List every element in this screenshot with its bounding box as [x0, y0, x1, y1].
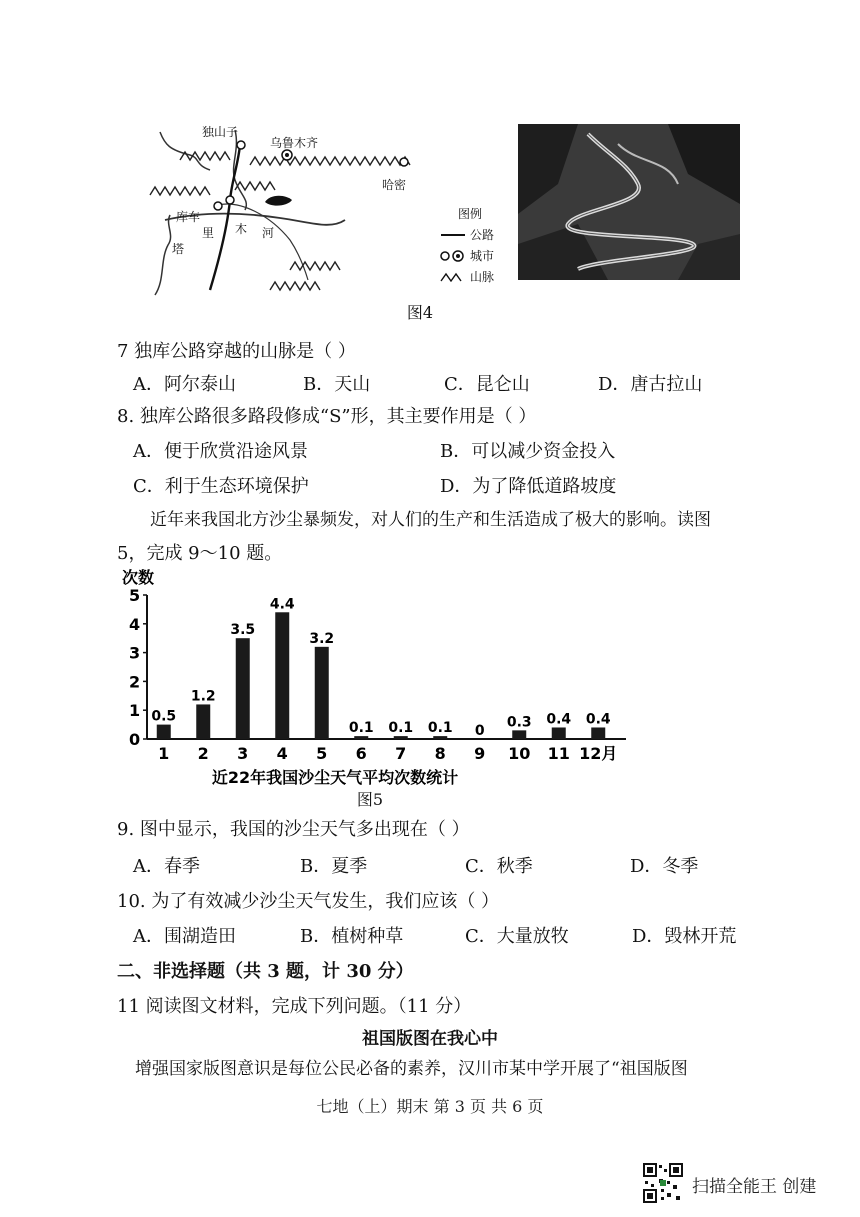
- bar-month-1: [157, 725, 171, 739]
- value-label-month-4: 4.4: [269, 596, 295, 613]
- capital-marker-dot: [285, 153, 289, 157]
- dust-weather-bar-chart: [110, 565, 650, 795]
- x-tick-label: 8: [434, 744, 446, 763]
- question-10-stem: 10. 为了有效减少沙尘天气发生，我们应该（ ）: [117, 891, 500, 912]
- question-8-option-d: D．为了降低道路坡度: [440, 476, 617, 497]
- y-tick-label: 0: [129, 730, 141, 749]
- x-tick-label: 9: [474, 744, 486, 763]
- question-8-option-b: B．可以减少资金投入: [440, 441, 616, 462]
- question-9-option-c: C．秋季: [465, 856, 533, 877]
- bar-month-5: [315, 647, 329, 739]
- value-label-month-7: 0.1: [388, 720, 414, 737]
- bar-month-11: [552, 727, 566, 739]
- page-footer: 七地（上）期末 第 3 页 共 6 页: [316, 1097, 544, 1116]
- duku-highway: [210, 145, 240, 290]
- legend-mountain-label: 山脉: [470, 270, 495, 284]
- city-marker: [237, 141, 245, 149]
- value-label-month-6: 0.1: [348, 720, 374, 737]
- question-10-option-d: D．毁林开荒: [632, 926, 737, 947]
- legend-road: [440, 226, 520, 243]
- bar-month-12: [591, 727, 605, 739]
- x-tick-label: 6: [355, 744, 367, 763]
- intro-line-2: 5，完成 9～10 题。: [117, 543, 283, 564]
- value-label-month-12: 0.4: [585, 711, 611, 728]
- question-8-option-c: C．利于生态环境保护: [133, 476, 309, 497]
- material-title: 祖国版图在我心中: [362, 1029, 498, 1049]
- map-label-urumqi: 乌鲁木齐: [270, 136, 319, 150]
- road-photo: [518, 124, 740, 280]
- map-label-kuche: 库车: [176, 210, 201, 224]
- city-marker: [214, 202, 222, 210]
- x-tick-label: 7: [395, 744, 407, 763]
- y-axis-label: 次数: [122, 568, 155, 587]
- bar-month-8: [433, 736, 447, 739]
- legend-city-label: 城市: [470, 249, 495, 263]
- city-marker: [226, 196, 234, 204]
- highway-line: [218, 204, 308, 280]
- city-marker: [400, 158, 408, 166]
- question-9-option-b: B．夏季: [300, 856, 368, 877]
- value-label-month-5: 3.2: [309, 630, 335, 647]
- figure4-map: [140, 120, 460, 300]
- y-tick-label: 3: [129, 643, 141, 663]
- value-label-month-1: 0.5: [151, 708, 177, 725]
- legend-title-text: 图例: [458, 207, 483, 221]
- y-tick-label: 2: [129, 672, 141, 692]
- x-tick-label: 12月: [579, 744, 618, 763]
- x-tick-label: 5: [316, 744, 328, 763]
- question-10-option-b: B．植树种草: [300, 926, 404, 947]
- intro-line-1: 近年来我国北方沙尘暴频发，对人们的生产和生活造成了极大的影响。读图: [150, 510, 711, 530]
- figure4-caption: 图4: [406, 303, 434, 322]
- legend-mountain: [440, 268, 520, 285]
- question-9-stem: 9. 图中显示，我国的沙尘天气多出现在（ ）: [117, 819, 470, 840]
- mountain-icon: [440, 272, 466, 282]
- question-9-option-d: D．冬季: [630, 856, 699, 877]
- question-8-stem: 8. 独库公路很多路段修成“S”形，其主要作用是（ ）: [117, 406, 537, 427]
- bar-month-2: [196, 704, 210, 739]
- question-7-option-a: A．阿尔泰山: [133, 374, 236, 395]
- map-label-he: 河: [262, 226, 275, 240]
- question-10-option-a: A．围湖造田: [133, 926, 236, 947]
- figure5-caption: 图5: [356, 790, 384, 809]
- river-line: [155, 215, 171, 295]
- figure5-chart: [110, 565, 650, 795]
- legend-city: [440, 247, 520, 264]
- x-tick-label: 2: [197, 744, 209, 763]
- map-label-mu: 木: [235, 222, 248, 236]
- road-line-icon: [440, 230, 466, 240]
- y-tick-label: 5: [129, 586, 141, 605]
- map-label-hami: 哈密: [382, 178, 407, 192]
- question-7-option-b: B．天山: [303, 374, 371, 395]
- material-line: 增强国家版图意识是每位公民必备的素养，汉川市某中学开展了“祖国版图: [135, 1059, 688, 1079]
- question-7-option-d: D．唐古拉山: [598, 374, 703, 395]
- question-7-option-c: C．昆仑山: [444, 374, 530, 395]
- value-label-month-9: 0: [474, 723, 485, 739]
- y-tick-label: 1: [129, 701, 141, 721]
- value-label-month-2: 1.2: [190, 688, 216, 705]
- question-7-stem: 7 独库公路穿越的山脉是（ ）: [117, 341, 356, 362]
- legend-road-label: 公路: [470, 228, 495, 242]
- question-10-option-c: C．大量放牧: [465, 926, 569, 947]
- road-photo-image: [518, 124, 740, 280]
- bar-month-7: [394, 736, 408, 739]
- value-label-month-8: 0.1: [427, 720, 453, 737]
- bar-month-4: [275, 612, 289, 739]
- chart-title: 近22年我国沙尘天气平均次数统计: [211, 768, 459, 787]
- x-tick-label: 10: [508, 744, 531, 763]
- y-tick-label: 4: [129, 614, 141, 634]
- map-label-ta: 塔: [172, 242, 185, 256]
- question-9-option-a: A．春季: [133, 856, 200, 877]
- x-tick-label: 4: [276, 744, 288, 763]
- bar-month-3: [236, 638, 250, 739]
- question-8-option-a: A．便于欣赏沿途风景: [133, 441, 308, 462]
- qr-code: [643, 1163, 683, 1203]
- section-2-heading: 二、非选择题（共 3 题，计 30 分）: [117, 961, 414, 982]
- legend-title: [440, 205, 520, 222]
- x-tick-label: 3: [237, 744, 249, 763]
- bar-month-6: [354, 736, 368, 739]
- qr-code-icon: [643, 1163, 683, 1203]
- x-tick-label: 11: [547, 744, 570, 763]
- map-label-li: 里: [202, 226, 215, 240]
- map-legend: [440, 205, 520, 285]
- map-label-dushanzi: 独山子: [202, 125, 239, 139]
- lake: [265, 196, 292, 206]
- x-tick-label: 1: [158, 744, 170, 763]
- value-label-month-3: 3.5: [230, 622, 256, 639]
- bar-month-10: [512, 730, 526, 739]
- value-label-month-11: 0.4: [546, 711, 572, 728]
- value-label-month-10: 0.3: [506, 714, 532, 731]
- city-circle-icon: [440, 250, 466, 262]
- question-11-stem: 11 阅读图文材料，完成下列问题。（11 分）: [117, 996, 472, 1017]
- scanner-watermark: 扫描全能王 创建: [692, 1177, 817, 1197]
